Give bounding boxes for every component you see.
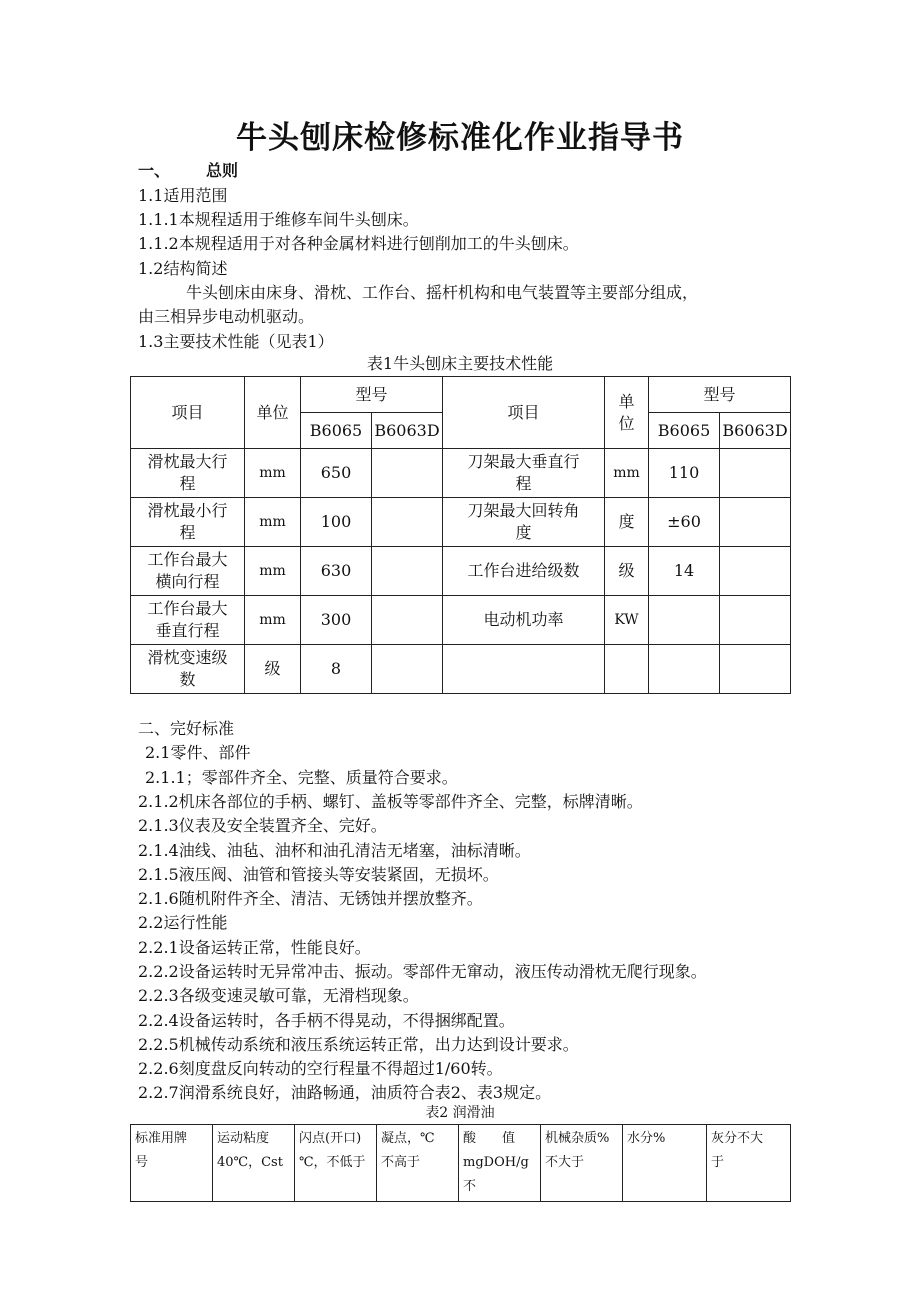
paragraph-line: 2.2.1设备运转正常，性能良好。 [138, 938, 371, 957]
paragraph-line: 牛头刨床由床身、滑枕、工作台、摇杆机构和电气装置等主要部分组成， [186, 283, 699, 302]
paragraph-line: 2.1.2机床各部位的手柄、螺钉、盖板等零部件齐全、完整，标牌清晰。 [138, 792, 643, 811]
cell-item-l2: 程 [179, 474, 196, 493]
cell-b6065-right [649, 596, 720, 645]
cell-unit-right: KW [605, 596, 649, 645]
table-row [131, 547, 791, 596]
table1-caption: 表1牛头刨床主要技术性能 [366, 354, 554, 373]
paragraph-line: 2.1零件、部件 [145, 743, 251, 762]
paragraph-line: 2.2.5机械传动系统和液压系统运转正常，出力达到设计要求。 [138, 1035, 579, 1054]
header-item-right: 项目 [443, 377, 605, 449]
header-cell [623, 1125, 707, 1202]
header-model: 型号 [301, 377, 443, 413]
table-row [131, 645, 791, 694]
cell-unit-right: 度 [605, 498, 649, 547]
cell-b6063d [372, 547, 443, 596]
paragraph-line: 2.2.7润滑系统良好，油路畅通，油质符合表2、表3规定。 [138, 1083, 552, 1102]
cell-b6065: 100 [301, 498, 372, 547]
cell-item-l2: 数 [179, 670, 196, 689]
paragraph-line: 2.1.6随机附件齐全、清洁、无锈蚀并摆放整齐。 [138, 889, 483, 908]
cell-item [131, 498, 245, 547]
header-unit: 单位 [245, 377, 301, 449]
cell-unit-right: 级 [605, 547, 649, 596]
header-cell-b: 不高于 [381, 1155, 421, 1170]
cell-b6063d-right [720, 449, 791, 498]
header-cell-a: 标准用牌 [135, 1131, 188, 1146]
page-title: 牛头刨床检修标准化作业指导书 [236, 120, 684, 156]
header-cell-a: 机械杂质% [545, 1131, 610, 1146]
cell-item-l1: 滑枕最小行 [147, 501, 228, 520]
header-cell-b: 不大于 [545, 1155, 585, 1170]
cell-b6065-right [649, 645, 720, 694]
cell-item-right: 电动机功率 [443, 596, 605, 645]
cell-item [131, 547, 245, 596]
paragraph-line: 1.2结构简述 [138, 259, 228, 278]
header-cell-a: 水分% [627, 1131, 666, 1146]
paragraph-line: 2.2.3各级变速灵敏可靠，无滑档现象。 [138, 986, 419, 1005]
cell-unit-right [605, 645, 649, 694]
header-unit-right-2: 位 [618, 413, 635, 433]
cell-unit: 级 [245, 645, 301, 694]
paragraph-line: 2.1.5液压阀、油管和管接头等安装紧固，无损坏。 [138, 865, 499, 884]
header-cell [707, 1125, 791, 1202]
lubricant-table [130, 1124, 791, 1202]
cell-item [131, 449, 245, 498]
header-unit-right [605, 377, 649, 449]
cell-item-right: 工作台进给级数 [443, 547, 605, 596]
table-row [131, 498, 791, 547]
cell-b6063d-right [720, 547, 791, 596]
header-b6063d: B6063D [372, 413, 443, 449]
cell-b6065-right: ±60 [649, 498, 720, 547]
paragraph-line: 2.2.4设备运转时，各手柄不得晃动，不得捆绑配置。 [138, 1011, 515, 1030]
paragraph-line: 2.2.6刻度盘反向转动的空行程量不得超过1/60转。 [138, 1059, 503, 1078]
paragraph-line: 二、完好标准 [138, 719, 235, 738]
cell-item-right [443, 498, 605, 547]
header-item: 项目 [131, 377, 245, 449]
table-row [131, 596, 791, 645]
header-cell-b: 40℃，Cst [217, 1155, 283, 1170]
cell-b6065: 8 [301, 645, 372, 694]
header-cell [131, 1125, 213, 1202]
header-cell [213, 1125, 295, 1202]
cell-item-right-l2: 度 [515, 523, 532, 542]
cell-b6065-right: 110 [649, 449, 720, 498]
section1-heading [138, 160, 238, 182]
cell-item-l2: 垂直行程 [155, 621, 220, 640]
paragraph-line: 2.2.2设备运转时无异常冲击、振动。零部件无窜动，液压传动滑枕无爬行现象。 [138, 962, 707, 981]
cell-b6065: 630 [301, 547, 372, 596]
cell-item-l1: 滑枕变速级 [147, 648, 228, 667]
cell-item-right-l1: 刀架最大垂直行 [467, 452, 580, 471]
cell-unit: mm [245, 498, 301, 547]
cell-item-l1: 滑枕最大行 [147, 452, 228, 471]
header-model-right: 型号 [649, 377, 791, 413]
paragraph-line: 1.1适用范围 [138, 186, 228, 205]
cell-b6063d [372, 498, 443, 547]
paragraph-line: 2.1.4油线、油毡、油杯和油孔清洁无堵塞，油标清晰。 [138, 841, 531, 860]
cell-b6063d-right [720, 645, 791, 694]
section1-title: 总则 [206, 161, 239, 180]
cell-unit: mm [245, 596, 301, 645]
cell-b6063d-right [720, 498, 791, 547]
cell-b6063d [372, 645, 443, 694]
paragraph-line: 2.2运行性能 [138, 913, 228, 932]
cell-item-right-l2: 程 [515, 474, 532, 493]
cell-b6063d [372, 449, 443, 498]
cell-item-right [443, 645, 605, 694]
cell-item [131, 645, 245, 694]
cell-item-right [443, 449, 605, 498]
paragraph-line: 1.3主要技术性能（见表1） [138, 332, 334, 351]
header-cell [295, 1125, 377, 1202]
table-header-row [131, 1125, 791, 1202]
header-cell-b: ℃，不低于 [299, 1155, 366, 1170]
header-unit-right-1: 单 [618, 391, 635, 411]
paragraph-line: 1.1.1本规程适用于维修车间牛头刨床。 [138, 210, 419, 229]
header-cell [377, 1125, 459, 1202]
paragraph-line: 2.1.1；零部件齐全、完整、质量符合要求。 [145, 768, 458, 787]
header-cell-b: mgDOH/g不 [463, 1155, 529, 1194]
paragraph-line: 2.1.3仪表及安全装置齐全、完好。 [138, 816, 387, 835]
header-cell-a: 灰分不大 [711, 1131, 764, 1146]
cell-item-right-l1: 刀架最大回转角 [467, 501, 580, 520]
paragraph-line: 1.1.2本规程适用于对各种金属材料进行刨削加工的牛头刨床。 [138, 234, 579, 253]
header-cell-a: 酸 值 [463, 1131, 516, 1146]
table2-caption: 表2 润滑油 [425, 1105, 495, 1121]
header-cell-a: 运动粘度 [217, 1131, 270, 1146]
header-cell [541, 1125, 623, 1202]
cell-item-l1: 工作台最大 [147, 599, 228, 618]
tech-spec-table [130, 376, 791, 694]
header-b6065: B6065 [301, 413, 372, 449]
cell-b6065-right: 14 [649, 547, 720, 596]
header-cell-a: 凝点，℃ [381, 1131, 435, 1146]
cell-item-l1: 工作台最大 [147, 550, 228, 569]
section1-number: 一、 [138, 161, 171, 180]
cell-b6065: 300 [301, 596, 372, 645]
cell-b6063d-right [720, 596, 791, 645]
header-b6063d-right: B6063D [720, 413, 791, 449]
header-b6065-right: B6065 [649, 413, 720, 449]
paragraph-line: 由三相异步电动机驱动。 [138, 307, 315, 326]
table-row [131, 449, 791, 498]
cell-unit: mm [245, 547, 301, 596]
cell-unit: mm [245, 449, 301, 498]
cell-b6063d [372, 596, 443, 645]
header-cell-b: 号 [135, 1155, 149, 1170]
cell-item-l2: 横向行程 [155, 572, 220, 591]
cell-b6065: 650 [301, 449, 372, 498]
cell-unit-right: mm [605, 449, 649, 498]
header-cell-a: 闪点(开口) [299, 1131, 362, 1146]
header-cell [459, 1125, 541, 1202]
cell-item [131, 596, 245, 645]
header-cell-b: 于 [711, 1155, 725, 1170]
cell-item-l2: 程 [179, 523, 196, 542]
